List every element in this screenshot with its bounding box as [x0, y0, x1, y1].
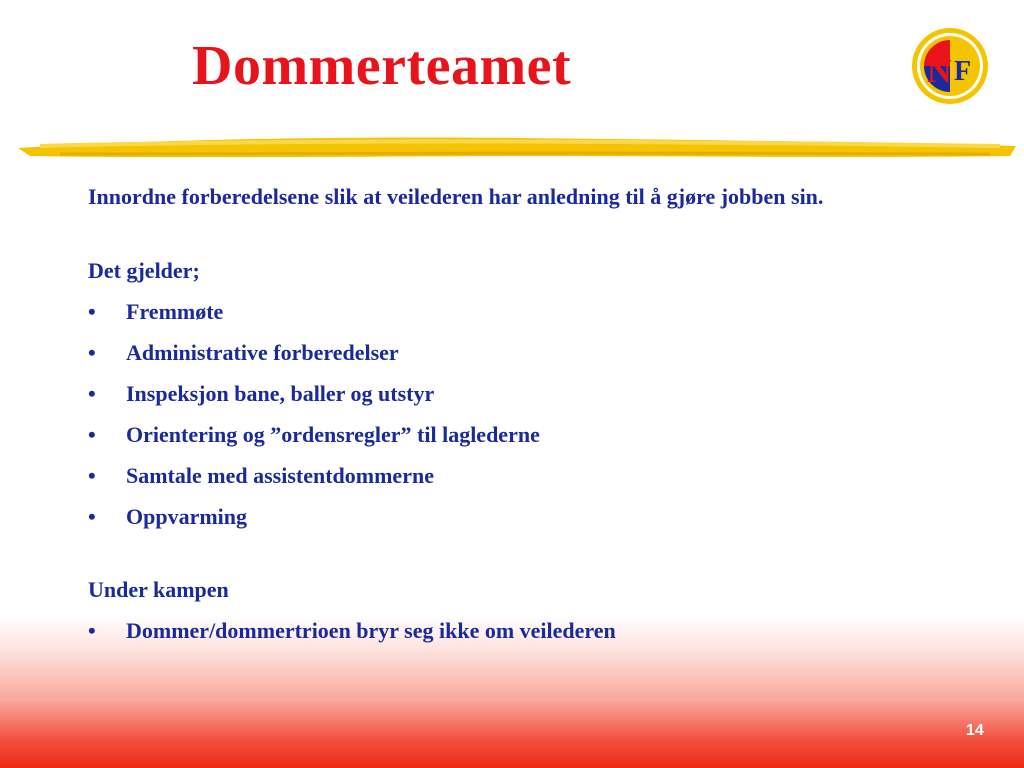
list-item: • Oppvarming — [88, 496, 968, 537]
bullet-icon: • — [88, 299, 96, 324]
svg-text:F: F — [954, 56, 972, 87]
bullet-icon: • — [88, 504, 96, 529]
yellow-brush-stroke — [0, 126, 1024, 170]
list-item: • Inspeksjon bane, baller og utstyr — [88, 373, 968, 414]
slide-title: Dommerteamet — [192, 35, 572, 97]
section-heading-det-gjelder: Det gjelder; — [88, 258, 200, 283]
bullet-icon: • — [88, 381, 96, 406]
list-item: • Orientering og ”ordensregler” til laglederne — [88, 414, 968, 455]
bullet-icon: • — [88, 463, 96, 488]
svg-text:N: N — [927, 53, 952, 90]
page-number: 14 — [966, 722, 984, 739]
bullet-list-det-gjelder — [88, 291, 968, 537]
list-item: • Samtale med assistentdommerne — [88, 455, 968, 496]
slide-body — [88, 176, 968, 651]
nff-logo-icon — [910, 26, 990, 106]
bullet-icon: • — [88, 618, 96, 643]
bullet-list-under-kampen — [88, 610, 968, 651]
bullet-icon: • — [88, 422, 96, 447]
list-item: • Fremmøte — [88, 291, 968, 332]
section-heading-under-kampen: Under kampen — [88, 577, 229, 602]
list-item: • Administrative forberedelser — [88, 332, 968, 373]
list-item: • Dommer/dommertrioen bryr seg ikke om veilederen — [88, 610, 968, 651]
intro-text: Innordne forberedelsene slik at veilederen har anledning til å gjøre jobben sin. — [88, 184, 824, 209]
bullet-icon: • — [88, 340, 96, 365]
